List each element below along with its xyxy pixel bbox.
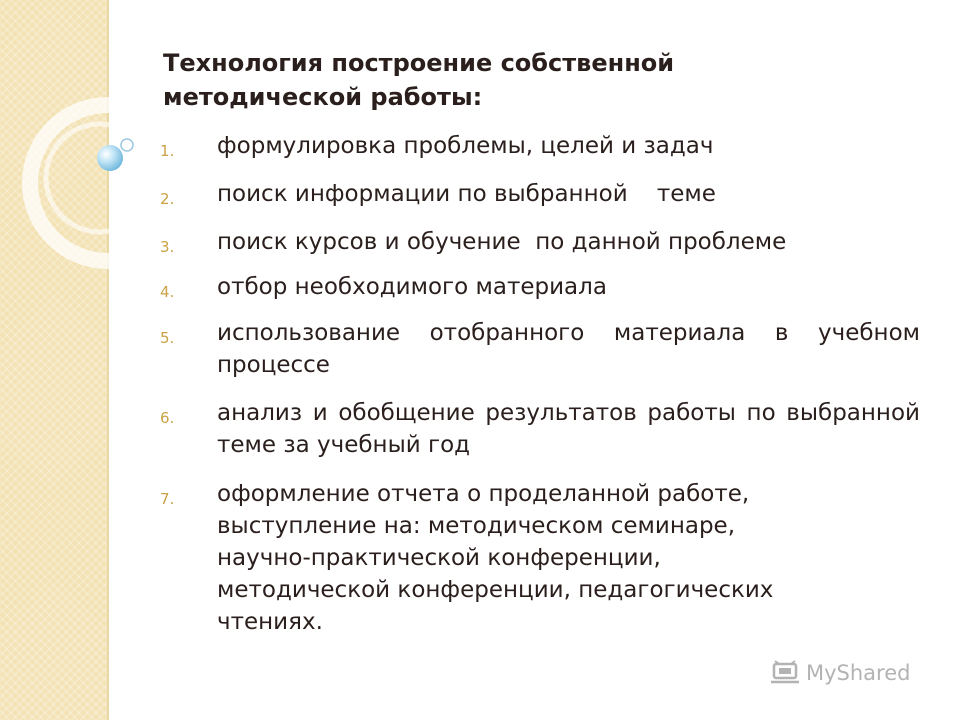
myshared-watermark (770, 658, 910, 688)
tiny-ring (121, 139, 133, 151)
item-number: 5. (160, 329, 175, 347)
item-text-line: методической конференции, педагогических (217, 577, 774, 603)
blue-bubble (97, 145, 123, 171)
item-number: 2. (160, 190, 175, 208)
item-text-line: выступление на: методическом семинаре, (217, 513, 736, 539)
item-number: 1. (160, 142, 175, 160)
item-text: использование отобранного материала в учебном процессе (217, 320, 920, 378)
item-number: 3. (160, 238, 175, 256)
slide-title (163, 46, 863, 114)
title-line-2: методической работы: (163, 83, 483, 111)
watermark-text: MyShared (806, 661, 911, 685)
item-text-line: оформление отчета о проделанной работе, (217, 481, 750, 507)
item-text: анализ и обобщение результатов работы по выбранной теме за учебный год (217, 400, 920, 458)
myshared-logo-icon (770, 660, 800, 686)
item-text: отбор необходимого материала (217, 274, 607, 300)
item-text: поиск курсов и обучение по данной проблеме (217, 229, 787, 255)
item-number: 4. (160, 283, 175, 301)
item-text-line: научно-практической конференции, (217, 545, 661, 571)
item-number: 7. (160, 490, 175, 508)
title-line-1: Технология построение собственной (163, 49, 675, 77)
small-ring (46, 124, 154, 232)
item-text: поиск информации по выбранной теме (217, 181, 716, 207)
item-number: 6. (160, 409, 175, 427)
item-text-line: чтениях. (217, 609, 323, 635)
item-text: формулировка проблемы, целей и задач (217, 133, 714, 159)
